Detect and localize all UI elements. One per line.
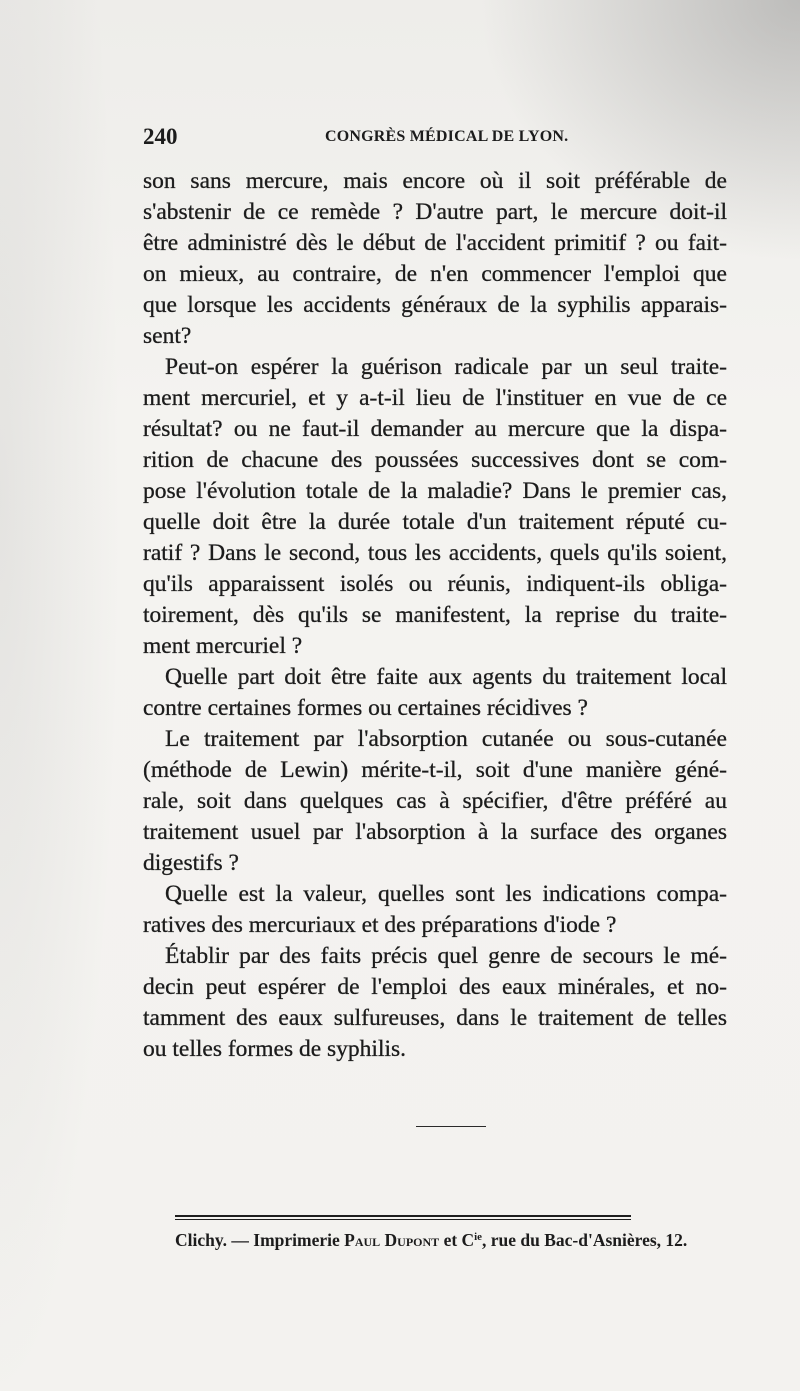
text-line: decin peut espérer de l'emploi des eaux minérales, et no-: [143, 974, 727, 1000]
paragraph: [143, 662, 727, 724]
double-rule: [175, 1215, 631, 1220]
text-line: rale, soit dans quelques cas à spécifier, d'être préféré au: [143, 788, 727, 814]
text-line: traitement usuel par l'absorption à la surface des organes: [143, 819, 727, 845]
text-line: être administré dès le début de l'accident primitif ? ou fait-: [143, 230, 727, 256]
page-number: 240: [143, 124, 178, 149]
printer-name: Paul Dupont: [344, 1230, 440, 1250]
text-line: Quelle part doit être faite aux agents du traitement local: [165, 664, 727, 690]
text-line: Le traitement par l'absorption cutanée ou sous-cutanée: [165, 726, 727, 752]
text-line: ratif ? Dans le second, tous les accidents, quels qu'ils soient,: [143, 540, 727, 566]
text-line: résultat? ou ne faut-il demander au mercure que la dispa-: [143, 416, 727, 442]
imprint-place: Clichy. — Imprimerie: [175, 1230, 340, 1250]
text-line: son sans mercure, mais encore où il soit préférable de: [143, 168, 727, 194]
text-line: s'abstenir de ce remède ? D'autre part, le mercure doit-il: [143, 199, 727, 225]
paragraph: [143, 166, 727, 352]
text-line: tamment des eaux sulfureuses, dans le traitement de telles: [143, 1005, 727, 1031]
text-body: [143, 166, 727, 1065]
text-line: Peut-on espérer la guérison radicale par un seul traite-: [165, 354, 727, 380]
paragraph: [143, 941, 727, 1065]
text-line: qu'ils apparaissent isolés ou réunis, indiquent-ils obliga-: [143, 571, 727, 597]
paragraph: [143, 352, 727, 662]
text-line: quelle doit être la durée totale d'un traitement réputé cu-: [143, 509, 727, 535]
company-abbrev: et C: [443, 1230, 475, 1250]
printer-imprint: [175, 1229, 687, 1251]
text-line: contre certaines formes ou certaines récidives ?: [143, 695, 588, 721]
text-line: Quelle est la valeur, quelles sont les indications compa-: [165, 881, 727, 907]
text-line: pose l'évolution totale de la maladie? Dans le premier cas,: [143, 478, 727, 504]
text-line: ratives des mercuriaux et des préparations d'iode ?: [143, 912, 617, 938]
short-rule: [416, 1126, 486, 1127]
company-abbrev-sup: ie: [474, 1231, 482, 1244]
text-line: ment mercuriel ?: [143, 633, 303, 659]
text-line: ou telles formes de syphilis.: [143, 1036, 407, 1062]
text-line: on mieux, au contraire, de n'en commencer l'emploi que: [143, 261, 727, 287]
paragraph: [143, 724, 727, 879]
text-line: que lorsque les accidents généraux de la syphilis apparais-: [143, 292, 727, 318]
text-line: (méthode de Lewin) mérite-t-il, soit d'une manière géné-: [143, 757, 727, 783]
text-line: sent?: [143, 323, 192, 349]
paragraph: [143, 879, 727, 941]
text-line: digestifs ?: [143, 850, 239, 876]
text-line: ment mercuriel, et y a-t-il lieu de l'instituer en vue de ce: [143, 385, 727, 411]
running-title: CONGRÈS MÉDICAL DE LYON.: [325, 128, 569, 145]
text-line: toirement, dès qu'ils se manifestent, la reprise du traite-: [143, 602, 727, 628]
text-line: Établir par des faits précis quel genre de secours le mé-: [165, 943, 727, 969]
text-line: rition de chacune des poussées successives dont se com-: [143, 447, 727, 473]
imprint-address: , rue du Bac-d'Asnières, 12.: [482, 1230, 688, 1250]
